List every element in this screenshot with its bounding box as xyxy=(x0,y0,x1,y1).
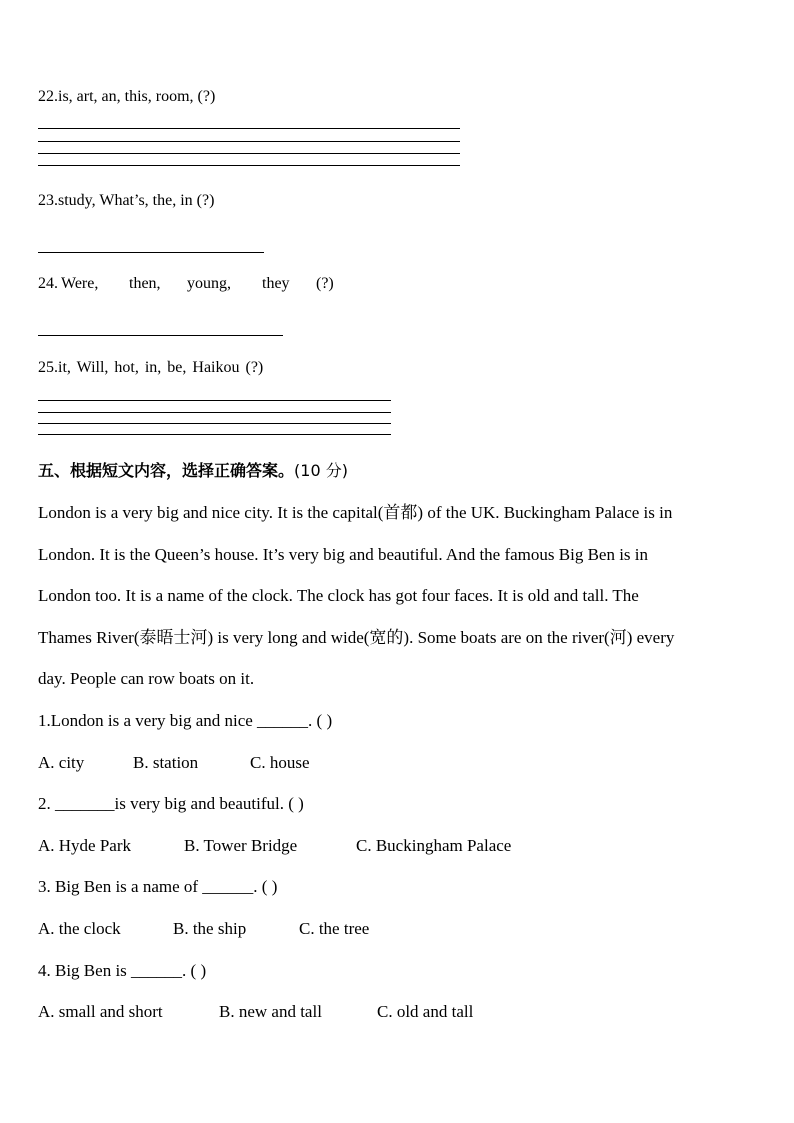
question-22 xyxy=(38,87,215,107)
question-words: it, Will, hot, in, be, Haikou (?) xyxy=(58,359,264,376)
section-title xyxy=(38,461,348,481)
passage-line: day. People can row boats on it. xyxy=(38,669,255,688)
question-words: study, What’s, the, in (?) xyxy=(58,192,215,209)
question-number: 24. xyxy=(38,275,58,292)
answer-line[interactable] xyxy=(38,165,460,166)
answer-line[interactable] xyxy=(38,252,264,253)
question-24 xyxy=(38,274,348,294)
question-word: Were, xyxy=(61,275,99,292)
question-number: 22. xyxy=(38,88,58,105)
mc-option[interactable]: C. the tree xyxy=(299,919,370,938)
mc-option[interactable]: B. new and tall xyxy=(219,1002,322,1021)
answer-line[interactable] xyxy=(38,335,283,336)
mc-option[interactable]: B. the ship xyxy=(173,919,247,938)
mc-option[interactable]: C. old and tall xyxy=(377,1002,474,1021)
mc-option[interactable]: C. house xyxy=(250,753,310,772)
mc-option[interactable]: A. small and short xyxy=(38,1002,163,1021)
answer-line[interactable] xyxy=(38,153,460,154)
mc-option[interactable]: B. station xyxy=(133,753,199,772)
answer-line[interactable] xyxy=(38,434,391,435)
mc-option[interactable]: B. Tower Bridge xyxy=(184,836,298,855)
question-number: 23. xyxy=(38,192,58,209)
question-word: young, xyxy=(187,275,231,292)
mc-option[interactable]: A. city xyxy=(38,753,85,772)
answer-line[interactable] xyxy=(38,141,460,142)
mc-option[interactable]: A. the clock xyxy=(38,919,121,938)
mc-option[interactable]: C. Buckingham Palace xyxy=(356,836,512,855)
question-words: is, art, an, this, room, (?) xyxy=(58,88,216,105)
answer-line[interactable] xyxy=(38,400,391,401)
mc-option[interactable]: A. Hyde Park xyxy=(38,836,132,855)
section-score: (10 分) xyxy=(294,461,348,480)
mc-question-stem: 3. Big Ben is a name of ______. ( ) xyxy=(38,877,278,896)
section-heading: 五、根据短文内容，选择正确答案。 xyxy=(38,461,295,480)
question-word: then, xyxy=(129,275,161,292)
answer-line[interactable] xyxy=(38,423,391,424)
mc-question-stem: 2. _______is very big and beautiful. ( ) xyxy=(38,794,304,813)
passage-line: Thames River(泰晤士河) is very long and wide(宽的). Some boats are on the river(河) every xyxy=(38,628,675,647)
passage-line: London too. It is a name of the clock. The clock has got four faces. It is old and tall. The xyxy=(38,586,639,605)
answer-line[interactable] xyxy=(38,128,460,129)
mc-question-stem: 1.London is a very big and nice ______. ( ) xyxy=(38,711,333,730)
mc-question-stem: 4. Big Ben is ______. ( ) xyxy=(38,961,207,980)
question-word: (?) xyxy=(316,275,334,292)
passage-line: London. It is the Queen’s house. It’s very big and beautiful. And the famous Big Ben is in xyxy=(38,545,649,564)
answer-line[interactable] xyxy=(38,412,391,413)
question-number: 25. xyxy=(38,359,58,376)
passage-line: London is a very big and nice city. It is the capital(首都) of the UK. Buckingham Palace is in xyxy=(38,503,673,522)
question-25 xyxy=(38,358,263,378)
question-word: they xyxy=(262,275,290,292)
question-23 xyxy=(38,191,214,211)
